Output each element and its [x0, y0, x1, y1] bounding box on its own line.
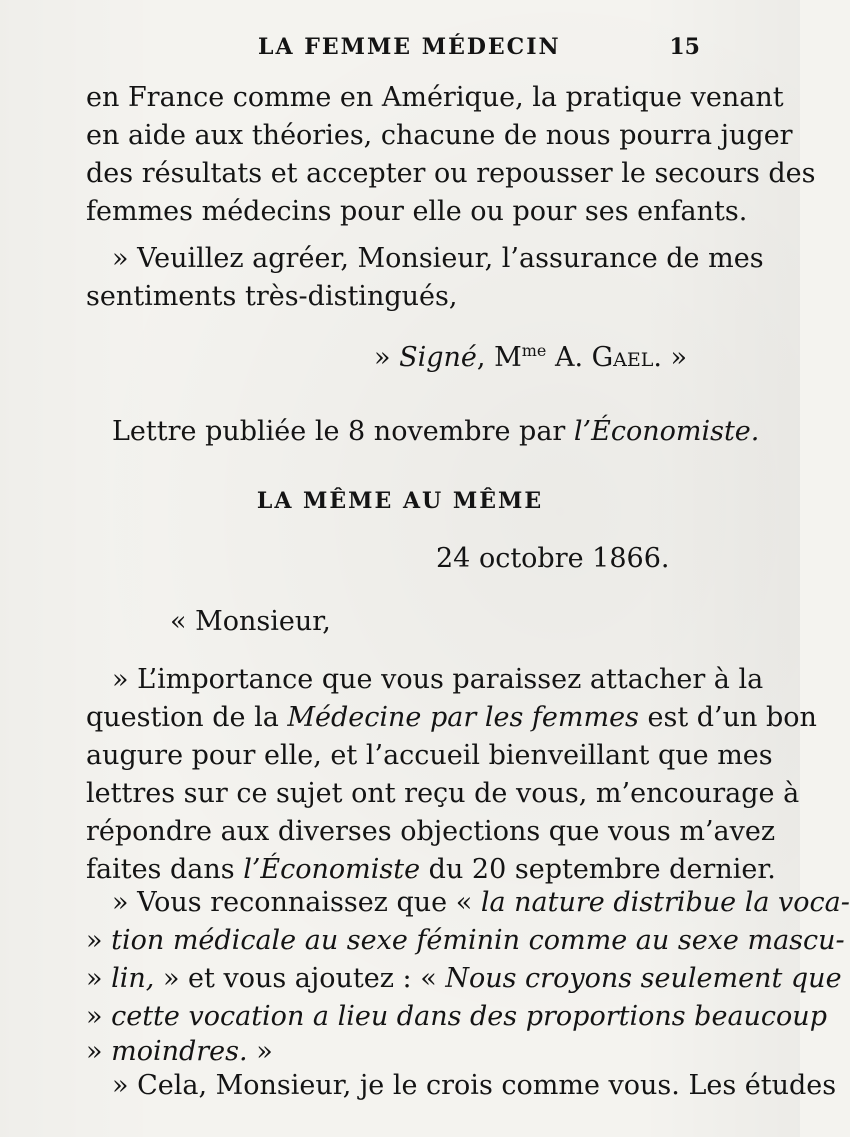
- signature-close: . »: [653, 342, 688, 373]
- signature-open: »: [374, 342, 400, 373]
- text-run: question de la: [86, 702, 288, 733]
- text-line: sentiments très-distingués,: [86, 281, 458, 312]
- text-line: [112, 885, 850, 921]
- publication-prefix: Lettre publiée le 8 novembre par: [112, 416, 574, 447]
- letter-date: 24 octobre 1866.: [436, 543, 670, 574]
- text-run-italic: cette vocation a lieu dans des proportions beaucoup: [111, 1001, 827, 1032]
- text-run: » Vous reconnaissez que «: [112, 887, 481, 918]
- text-run-italic: lin,: [111, 963, 155, 994]
- text-line: [86, 1034, 273, 1070]
- text-line: » Veuillez agréer, Monsieur, l’assurance de mes: [112, 243, 764, 274]
- text-run: est d’un bon: [638, 702, 817, 733]
- page-number: 15: [669, 34, 700, 60]
- text-run: »: [86, 1001, 112, 1032]
- signature-line: [374, 333, 687, 376]
- running-head: [0, 34, 800, 64]
- text-line: [86, 961, 842, 997]
- text-line: en aide aux théories, chacune de nous pourra juger: [86, 120, 793, 151]
- signature-name: Gael: [591, 342, 654, 373]
- running-title: LA FEMME MÉDECIN: [258, 34, 561, 60]
- text-run-italic: tion médicale au sexe féminin comme au sexe mascu-: [111, 925, 845, 956]
- publication-journal: l’Économiste.: [573, 416, 760, 447]
- text-line: répondre aux diverses objections que vous m’avez: [86, 816, 776, 847]
- text-line: » Cela, Monsieur, je le crois comme vous. Les études: [112, 1070, 837, 1101]
- text-line: lettres sur ce sujet ont reçu de vous, m’encourage à: [86, 778, 800, 809]
- text-line: [86, 700, 817, 736]
- signature-initial: A.: [546, 342, 592, 373]
- text-run: »: [86, 1036, 112, 1067]
- text-run-italic: Nous croyons seulement que: [445, 963, 842, 994]
- text-line: augure pour elle, et l’accueil bienveillant que mes: [86, 740, 773, 771]
- signature-sup: me: [521, 341, 547, 360]
- text-line: [86, 852, 776, 888]
- salutation: « Monsieur,: [170, 606, 331, 637]
- text-run-italic: l’Économiste: [243, 854, 421, 885]
- text-line: [86, 999, 827, 1035]
- text-run: faites dans: [86, 854, 244, 885]
- signature-signe: Signé: [399, 342, 477, 373]
- publication-note: [112, 414, 759, 450]
- text-run: »: [247, 1036, 273, 1067]
- text-run-italic: moindres.: [111, 1036, 248, 1067]
- text-run-italic: Médecine par les femmes: [287, 702, 639, 733]
- text-line: femmes médecins pour elle ou pour ses enfants.: [86, 196, 748, 227]
- text-line: [86, 923, 845, 959]
- text-line: en France comme en Amérique, la pratique venant: [86, 82, 784, 113]
- text-line: des résultats et accepter ou repousser le secours des: [86, 158, 816, 189]
- signature-comma: , M: [476, 342, 522, 373]
- text-line: » L’importance que vous paraissez attacher à la: [112, 664, 764, 695]
- text-run-italic: la nature distribue la voca-: [480, 887, 850, 918]
- text-run: »: [86, 963, 112, 994]
- text-run: du 20 septembre dernier.: [420, 854, 776, 885]
- text-run: » et vous ajoutez : «: [154, 963, 446, 994]
- text-run: »: [86, 925, 112, 956]
- section-heading: LA MÊME AU MÊME: [256, 488, 544, 514]
